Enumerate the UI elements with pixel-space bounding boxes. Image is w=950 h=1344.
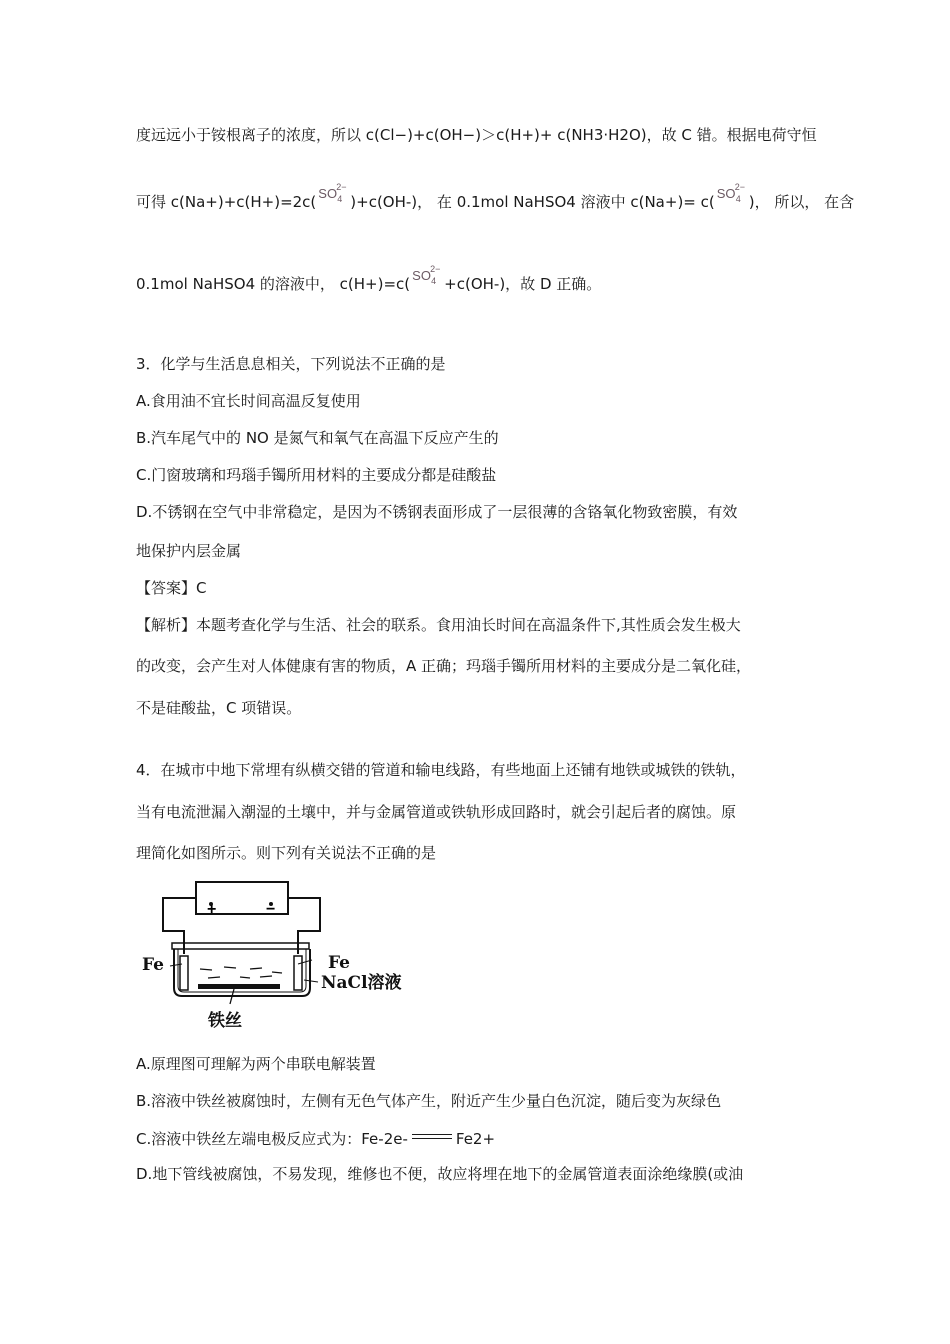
prev-line-3 [136, 264, 602, 294]
q4-option-c-left: C.溶液中铁丝左端电极反应式为：Fe-2e- [136, 1130, 408, 1148]
fe-left-label: Fe [142, 955, 164, 975]
prev-line-2c: )， 所以， 在含 [748, 193, 855, 211]
sulfate-ion-image: SO 2− 4 [318, 182, 347, 204]
q3-answer: 【答案】C [136, 579, 207, 597]
prev-line-2b: )+c(OH-)， 在 0.1mol NaHSO4 溶液中 c(Na+)= c( [350, 193, 715, 211]
q3-option-a: A.食用油不宜长时间高温反复使用 [136, 392, 361, 410]
prev-line-2a: 可得 c(Na+)+c(H+)=2c( [136, 193, 317, 211]
beaker-lid [172, 943, 309, 949]
q3-option-d-line-2: 地保护内层金属 [136, 542, 242, 560]
q4-option-a: A.原理图可理解为两个串联电解装置 [136, 1055, 376, 1073]
q3-option-c: C.门窗玻璃和玛瑙手镯所用材料的主要成分都是硅酸盐 [136, 466, 497, 484]
iron-wire [198, 984, 280, 989]
q4-option-c [136, 1128, 495, 1149]
prev-line-3b: +c(OH-)，故 D 正确。 [444, 275, 602, 293]
q3-explanation-line-3: 不是硅酸盐，C 项错误。 [136, 699, 302, 717]
q4-stem-line-2: 当有电流泄漏入潮湿的土壤中，并与金属管道或铁轨形成回路时，就会引起后者的腐蚀。原 [136, 803, 737, 821]
right-fe-electrode [294, 956, 302, 990]
q3-option-d-line-1: D.不锈钢在空气中非常稳定，是因为不锈钢表面形成了一层很薄的含铬氧化物致密膜，有效 [136, 503, 738, 521]
fe-right-label: Fe [328, 953, 350, 973]
prev-line-1: 度远远小于铵根离子的浓度，所以 c(Cl−)+c(OH−)＞c(H+)+ c(NH3·H2O)，故 C 错。根据电荷守恒 [136, 126, 817, 144]
q4-stem-line-1: 4．在城市中地下常埋有纵横交错的管道和输电线路，有些地面上还铺有地铁或城铁的铁轨， [136, 761, 746, 779]
minus-sign: − [266, 901, 276, 918]
q4-option-c-right: Fe2+ [455, 1130, 496, 1148]
q4-option-d: D.地下管线被腐蚀，不易发现，维修也不便，故应将埋在地下的金属管道表面涂绝缘膜(或油 [136, 1165, 744, 1183]
left-fe-electrode [180, 956, 188, 990]
q4-option-b: B.溶液中铁丝被腐蚀时，左侧有无色气体产生，附近产生少量白色沉淀，随后变为灰绿色 [136, 1092, 722, 1110]
left-wire [163, 898, 196, 954]
sulfate-ion-image: SO 2− 4 [412, 264, 441, 286]
nacl-solution-label: NaCl溶液 [321, 973, 402, 993]
sulfate-ion-image: SO 2− 4 [716, 182, 746, 204]
q3-stem: 3．化学与生活息息相关，下列说法不正确的是 [136, 355, 446, 373]
prev-line-3a: 0.1mol NaHSO4 的溶液中， c(H+)=c( [136, 275, 411, 293]
electrolysis-diagram [140, 876, 410, 1036]
q3-option-b: B.汽车尾气中的 NO 是氮气和氧气在高温下反应产生的 [136, 429, 499, 447]
q4-stem-line-3: 理简化如图所示。则下列有关说法不正确的是 [136, 844, 437, 862]
plus-sign: + [207, 901, 217, 918]
equals-sign-icon [412, 1133, 452, 1141]
iron-wire-label: 铁丝 [208, 1011, 242, 1031]
right-wire [288, 898, 320, 954]
solution-surface [200, 967, 282, 978]
prev-line-2 [136, 182, 855, 212]
q3-explanation-line-2: 的改变，会产生对人体健康有害的物质，A 正确；玛瑙手镯所用材料的主要成分是二氧化硅， [136, 657, 752, 675]
q3-explanation-line-1: 【解析】本题考查化学与生活、社会的联系。食用油长时间在高温条件下,其性质会发生极大 [136, 616, 741, 634]
